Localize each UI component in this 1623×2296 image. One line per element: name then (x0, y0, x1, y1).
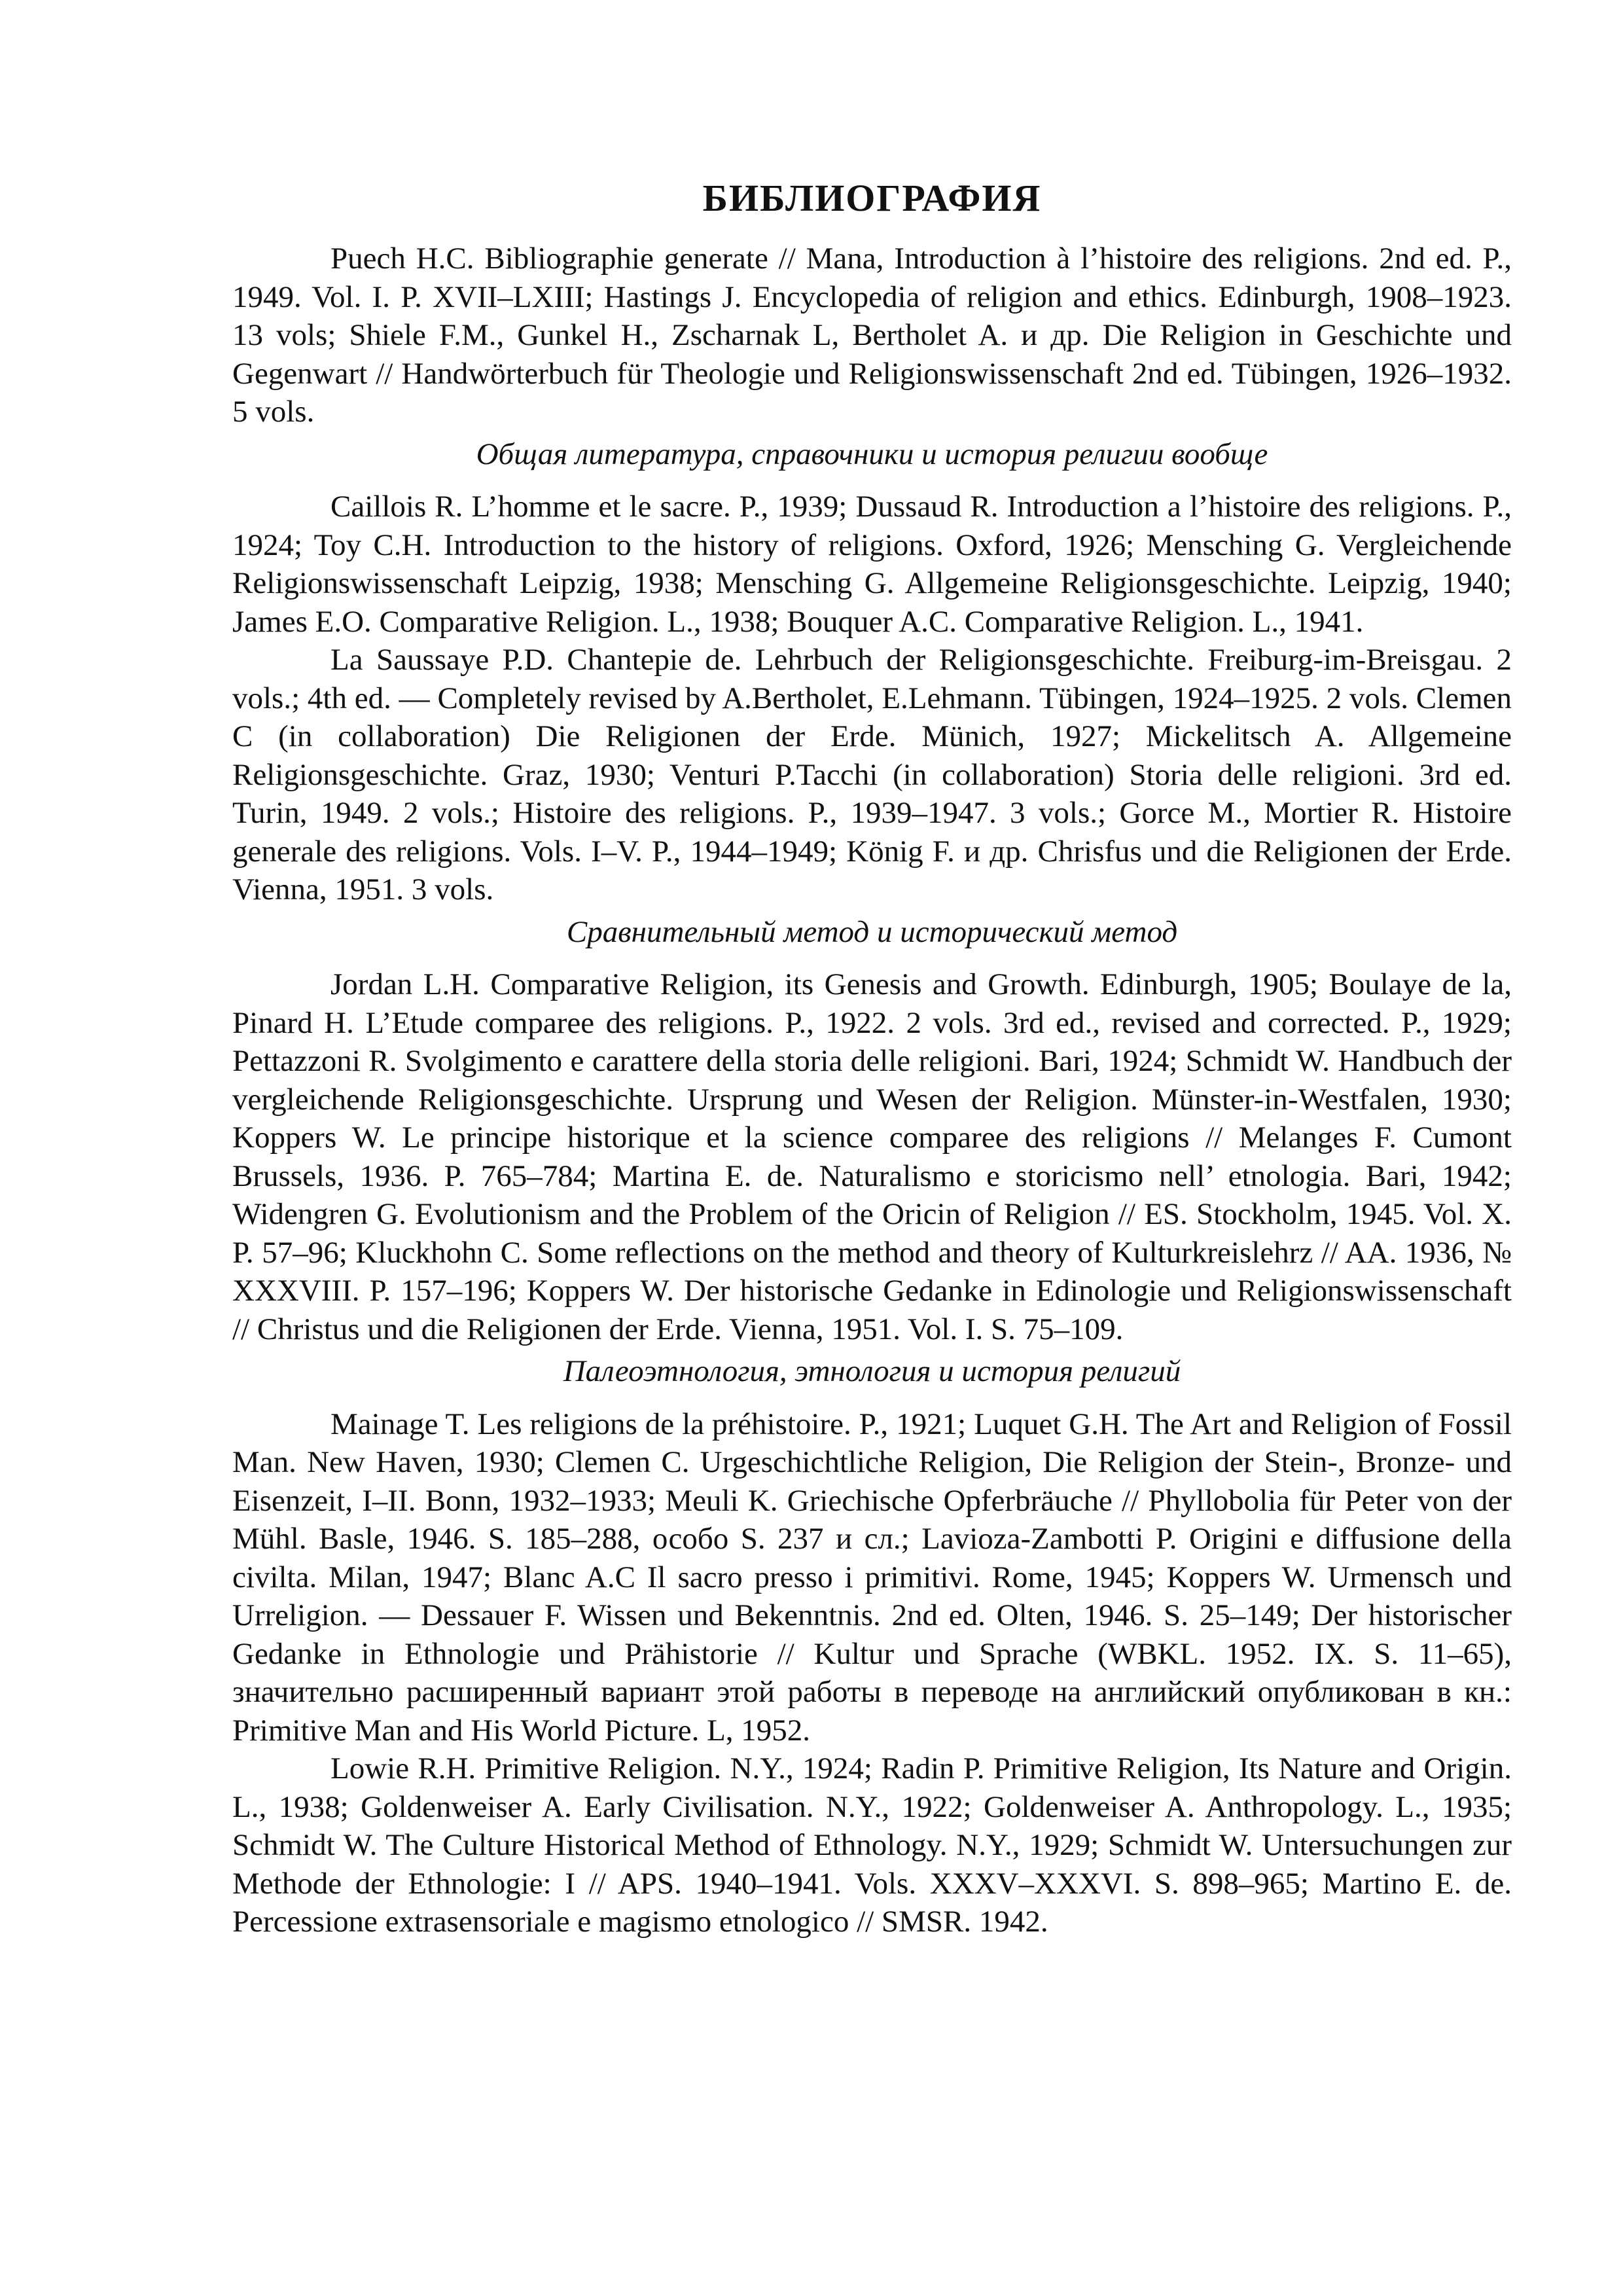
section-heading: Сравнительный метод и исторический метод (566, 914, 1178, 949)
bibliography-paragraph: Caillois R. L’homme et le sacre. P., 1939; Dussaud R. Introduction a l’histoire des religions. P., 1924; Toy C.H. Introduction to the history of religions. Oxford, 1926; Mensching G. Vergleichende Religionswissenschaft Leipzig, 1938; Mensching G. Allgemeine Religionsgeschichte. Leipzig, 1940; James E.O. Comparative Religion. L., 1938; Bouquer A.C. Comparative Religion. L., 1941. (232, 490, 1512, 639)
bibliography-paragraph: Jordan L.H. Comparative Religion, its Genesis and Growth. Edinburgh, 1905; Boulaye de la, Pinard H. L’Etude comparee des religions. P., 1922. 2 vols. 3rd ed., revised and corrected. P., 1929; Pettazzoni R. Svolgimento e carattere della storia delle religioni. Bari, 1924; Schmidt W. Handbuch der vergleichende Religionsgeschichte. Ursprung und Wesen der Religion. Münster-in-Westfalen, 1930; Koppers W. Le principe historique et la science comparee des religions // Melanges F. Cumont Brussels, 1936. P. 765–784; Martina E. de. Naturalismo e storicismo nell’ etnologia. Bari, 1942; Widengren G. Evolutionism and the Problem of the Oricin of Religion // ES. Stockholm, 1945. Vol. X. P. 57–96; Kluckhohn C. Some reflections on the method and theory of Kulturkreislehrz // AA. 1936, № XXXVIII. P. 157–196; Koppers W. Der historische Gedanke in Edinologie und Religionswissenschaft // Christus und die Religionen der Erde. Vienna, 1951. Vol. I. S. 75–109. (232, 967, 1512, 1346)
section-general-literature (232, 435, 1512, 909)
bibliography-page (232, 177, 1512, 1941)
intro-paragraph: Puech H.C. Bibliographie generate // Mana, Introduction à l’histoire des religions. 2nd ed. P., 1949. Vol. I. P. XVII–LXIII; Hastings J. Encyclopedia of religion and ethics. Edinburgh, 1908–1923. 13 vols; Shiele F.M., Gunkel H., Zscharnak L, Bertholet A. и др. Die Religion in Geschichte und Gegenwart // Handwörterbuch für Theologie und Religionswissenschaft 2nd ed. Tübingen, 1926–1932. 5 vols. (232, 242, 1512, 429)
bibliography-paragraph: La Saussaye P.D. Chantepie de. Lehrbuch der Religionsgeschichte. Freiburg-im-Breisgau. 2 vols.; 4th ed. — Completely revised by A.Bertholet, E.Lehmann. Tübingen, 1924–1925. 2 vols. Clemen C (in collaboration) Die Religionen der Erde. Münich, 1927; Mickelitsch A. Allgemeine Religionsgeschichte. Graz, 1930; Venturi P.Tacchi (in collaboration) Storia delle religioni. 3rd ed. Turin, 1949. 2 vols.; Histoire des religions. P., 1939–1947. 3 vols.; Gorce M., Mortier R. Histoire generale des religions. Vols. I–V. P., 1944–1949; König F. и др. Chrisfus und die Religionen der Erde. Vienna, 1951. 3 vols. (232, 643, 1512, 906)
section-comparative-method (232, 913, 1512, 1349)
section-heading: Общая литература, справочники и история религии вообще (476, 437, 1268, 471)
section-paleoethnology (232, 1352, 1512, 1941)
page-title: БИБЛИОГРАФИЯ (702, 177, 1042, 219)
bibliography-paragraph: Mainage T. Les religions de la préhistoire. P., 1921; Luquet G.H. The Art and Religion of Fossil Man. New Haven, 1930; Clemen C. Urgeschichtliche Religion, Die Religion der Stein-, Bronze- und Eisenzeit, I–II. Bonn, 1932–1933; Meuli K. Griechische Opferbräuche // Phyllobolia für Peter von der Mühl. Basle, 1946. S. 185–288, особо S. 237 и сл.; Lavioza-Zambotti P. Origini e diffusione della civilta. Milan, 1947; Blanc A.C Il sacro presso i primitivi. Rome, 1945; Koppers W. Urmensch und Urreligion. — Dessauer F. Wissen und Bekenntnis. 2nd ed. Olten, 1946. S. 25–149; Der historischer Gedanke in Ethnologie und Prähistorie // Kultur und Sprache (WBKL. 1952. IX. S. 11–65), значительно расширенный вариант этой работы в переводе на английский опубликован в кн.: Primitive Man and His World Picture. L, 1952. (232, 1407, 1512, 1748)
section-heading: Палеоэтнология, этнология и история религий (563, 1354, 1181, 1388)
bibliography-paragraph: Lowie R.H. Primitive Religion. N.Y., 1924; Radin P. Primitive Religion, Its Nature and Origin. L., 1938; Goldenweiser A. Early Civilisation. N.Y., 1922; Goldenweiser A. Anthropology. L., 1935; Schmidt W. The Culture Historical Method of Ethnology. N.Y., 1929; Schmidt W. Untersuchungen zur Methode der Ethnologie: I // APS. 1940–1941. Vols. XXXV–XXXVI. S. 898–965; Martino E. de. Percessione extrasensoriale e magismo etnologico // SMSR. 1942. (232, 1751, 1512, 1939)
